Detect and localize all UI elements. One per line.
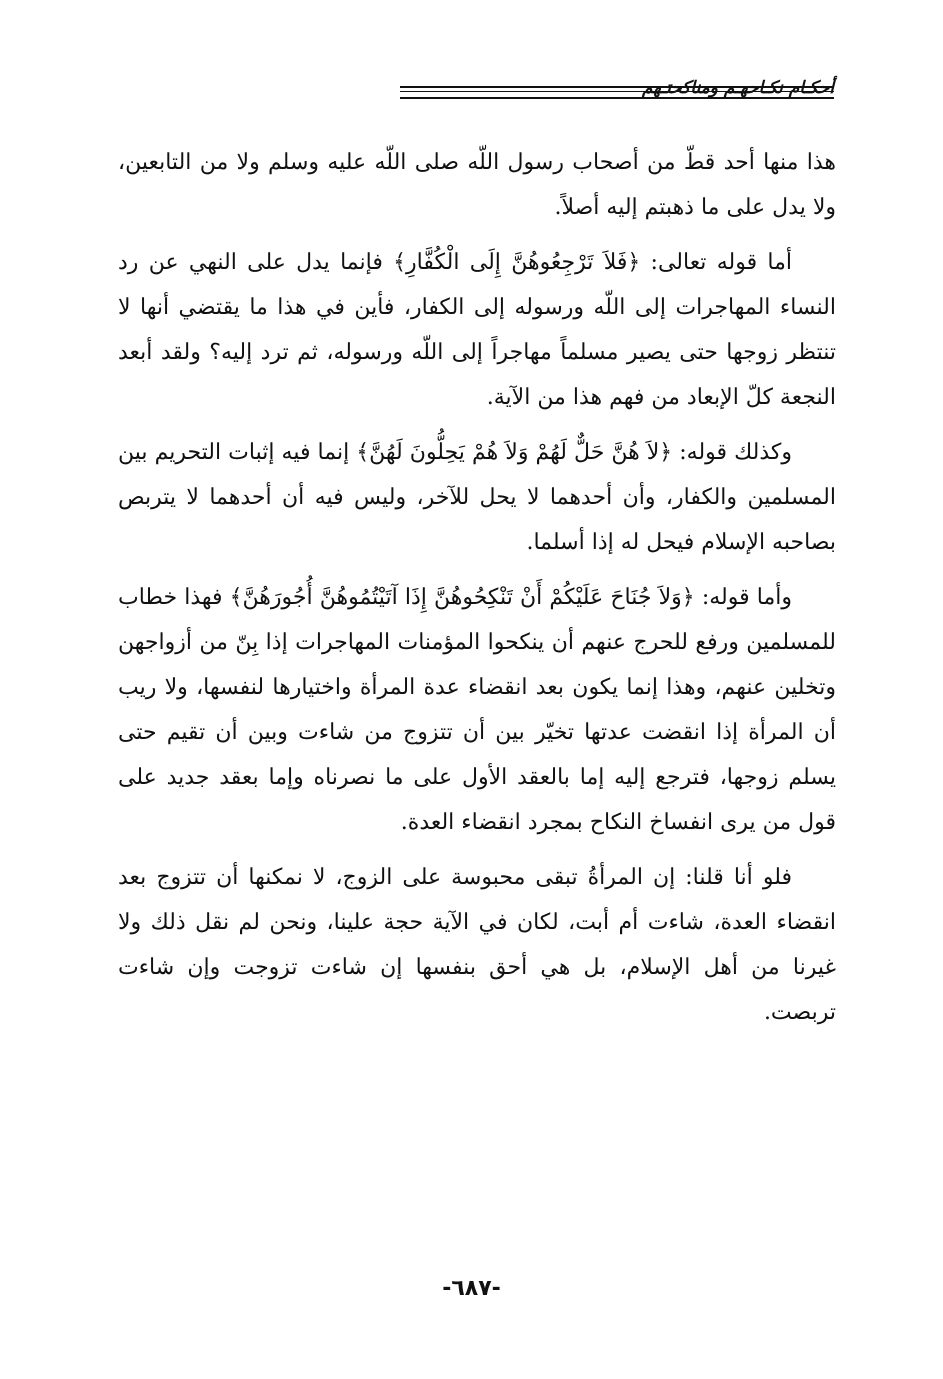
page-body	[118, 140, 836, 1045]
paragraph-waiting-period: فلو أنا قلنا: إن المرأةُ تبقى محبوسة على الزوج، لا نمكنها أن تتزوج بعد انقضاء العدة، شاءت أم أبت، لكان في الآية حجة علينا، ونحن لم نقل ذلك ولا غيرنا من أهل الإسلام، بل هي أحق بنفسها إن شاءت تزوجت وإن شاءت تربصت.	[118, 865, 836, 1025]
paragraph-continuation: هذا منها أحد قطّ من أصحاب رسول اللّه صلى اللّه عليه وسلم ولا من التابعين، ولا يدل على ما ذهبتم إليه أصلاً.	[118, 150, 836, 220]
header-double-rule	[400, 86, 834, 99]
paragraph-not-lawful: وكذلك قوله: ﴿لاَ هُنَّ حَلٌّ لَهُمْ وَلاَ هُمْ يَحِلُّونَ لَهُنَّ﴾ إنما فيه إثبات التحريم بين المسلمين والكفار، وأن أحدهما لا يحل للآخر، وليس فيه أن أحدهما لا يتربص بصاحبه الإسلام فيحل له إذا أسلما.	[118, 440, 836, 555]
page-number: -٦٨٧-	[442, 1276, 501, 1301]
header-rule-inner-line	[400, 91, 834, 92]
paragraph-no-blame-marrying: وأما قوله: ﴿وَلاَ جُنَاحَ عَلَيْكُمْ أَنْ تَنْكِحُوهُنَّ إِذَا آتَيْتُمُوهُنَّ أُجُورَهُنَّ﴾ فهذا خطاب للمسلمين ورفع للحرج عنهم أن ينكحوا المؤمنات المهاجرات إذا بِنّ من أزواجهن وتخلين عنهم، وهذا إنما يكون بعد انقضاء عدة المرأة واختيارها لنفسها، ولا ريب أن المرأة إذا انقضت عدتها تخيّر بين أن تتزوج من شاءت وبين أن تقيم حتى يسلم زوجها، فترجع إليه إما بالعقد الأول على ما نصرناه وإما بعقد جديد على قول من يرى انفساخ النكاح بمجرد انقضاء العدة.	[118, 585, 836, 835]
running-header	[118, 70, 834, 110]
running-header-title: أحكـام نكـاحهـم ومناكحتـهم	[641, 78, 834, 98]
paragraph-return-to-disbelievers: أما قوله تعالى: ﴿فَلاَ تَرْجِعُوهُنَّ إِلَى الْكُفَّارِ﴾ فإنما يدل على النهي عن رد النساء المهاجرات إلى اللّه ورسوله إلى الكفار، فأين في هذا ما يقتضي أنها لا تنتظر زوجها حتى يصير مسلماً مهاجراً إلى اللّه ورسوله، ثم ترد إليه؟ ولقد أبعد النجعة كلّ الإبعاد من فهم هذا من الآية.	[118, 250, 836, 410]
